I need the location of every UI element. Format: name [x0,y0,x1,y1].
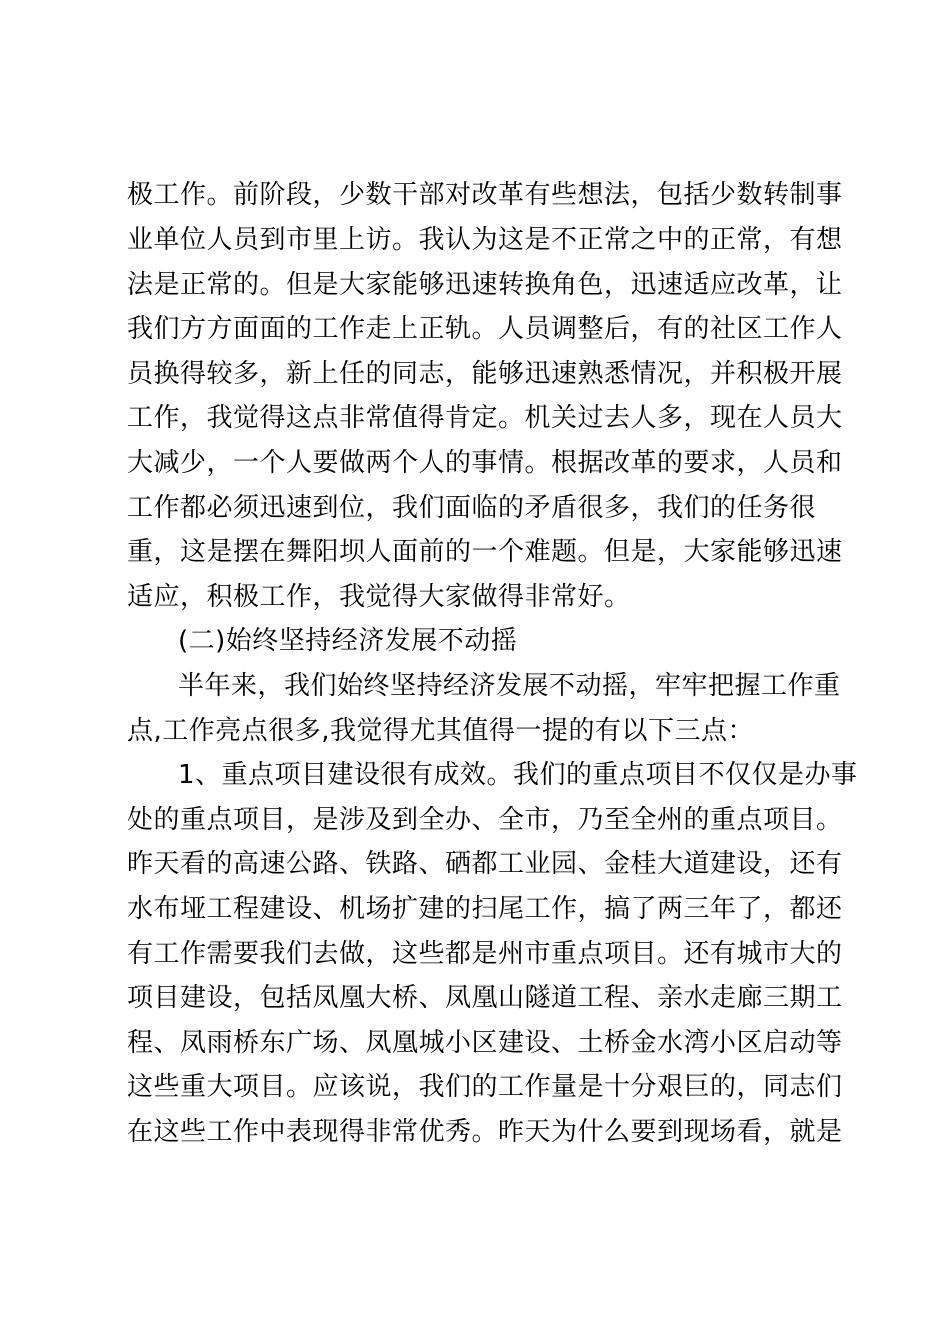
text-line: 极工作。前阶段，少数干部对改革有些想法，包括少数转制事 [127,180,843,210]
text-line: 重，这是摆在舞阳坝人面前的一个难题。但是，大家能够迅速 [127,537,843,567]
text-line: 点,工作亮点很多,我觉得尤其值得一提的有以下三点： [127,716,755,746]
text-line: 工作都必须迅速到位，我们面临的矛盾很多，我们的任务很 [127,493,817,523]
text-line: 这些重大项目。应该说，我们的工作量是十分艰巨的，同志们 [127,1072,843,1102]
text-line: 适应，积极工作，我觉得大家做得非常好。 [127,582,631,612]
text-line: 大减少，一个人要做两个人的事情。根据改革的要求，人员和 [127,448,843,478]
numbered-item-first-line: 1、重点项目建设很有成效。我们的重点项目不仅仅是办事 [178,760,858,790]
text-line: 工作，我觉得这点非常值得肯定。机关过去人多，现在人员大 [127,403,843,433]
text-line: 项目建设，包括凤凰大桥、凤凰山隧道工程、亲水走廊三期工 [127,983,843,1013]
text-line: 我们方方面面的工作走上正轨。人员调整后，有的社区工作人 [127,314,843,344]
text-line: 业单位人员到市里上访。我认为这是不正常之中的正常，有想 [127,225,843,255]
text-line: 员换得较多，新上任的同志，能够迅速熟悉情况，并积极开展 [127,359,843,389]
paragraph-first-line: 半年来，我们始终坚持经济发展不动摇，牢牢把握工作重 [178,671,841,701]
text-line: 法是正常的。但是大家能够迅速转换角色，迅速适应改革，让 [127,270,843,300]
text-line: 昨天看的高速公路、铁路、硒都工业园、金桂大道建设，还有 [127,849,843,879]
text-line: 处的重点项目，是涉及到全办、全市，乃至全州的重点项目。 [127,805,843,835]
text-line: 有工作需要我们去做，这些都是州市重点项目。还有城市大的 [127,939,843,969]
text-line: 程、凤雨桥东广场、凤凰城小区建设、土桥金水湾小区启动等 [127,1028,843,1058]
text-line: 水布垭工程建设、机场扩建的扫尾工作，搞了两三年了，都还 [127,894,843,924]
text-line: 在这些工作中表现得非常优秀。昨天为什么要到现场看，就是 [127,1117,843,1147]
section-heading: (二)始终坚持经济发展不动摇 [178,626,518,656]
